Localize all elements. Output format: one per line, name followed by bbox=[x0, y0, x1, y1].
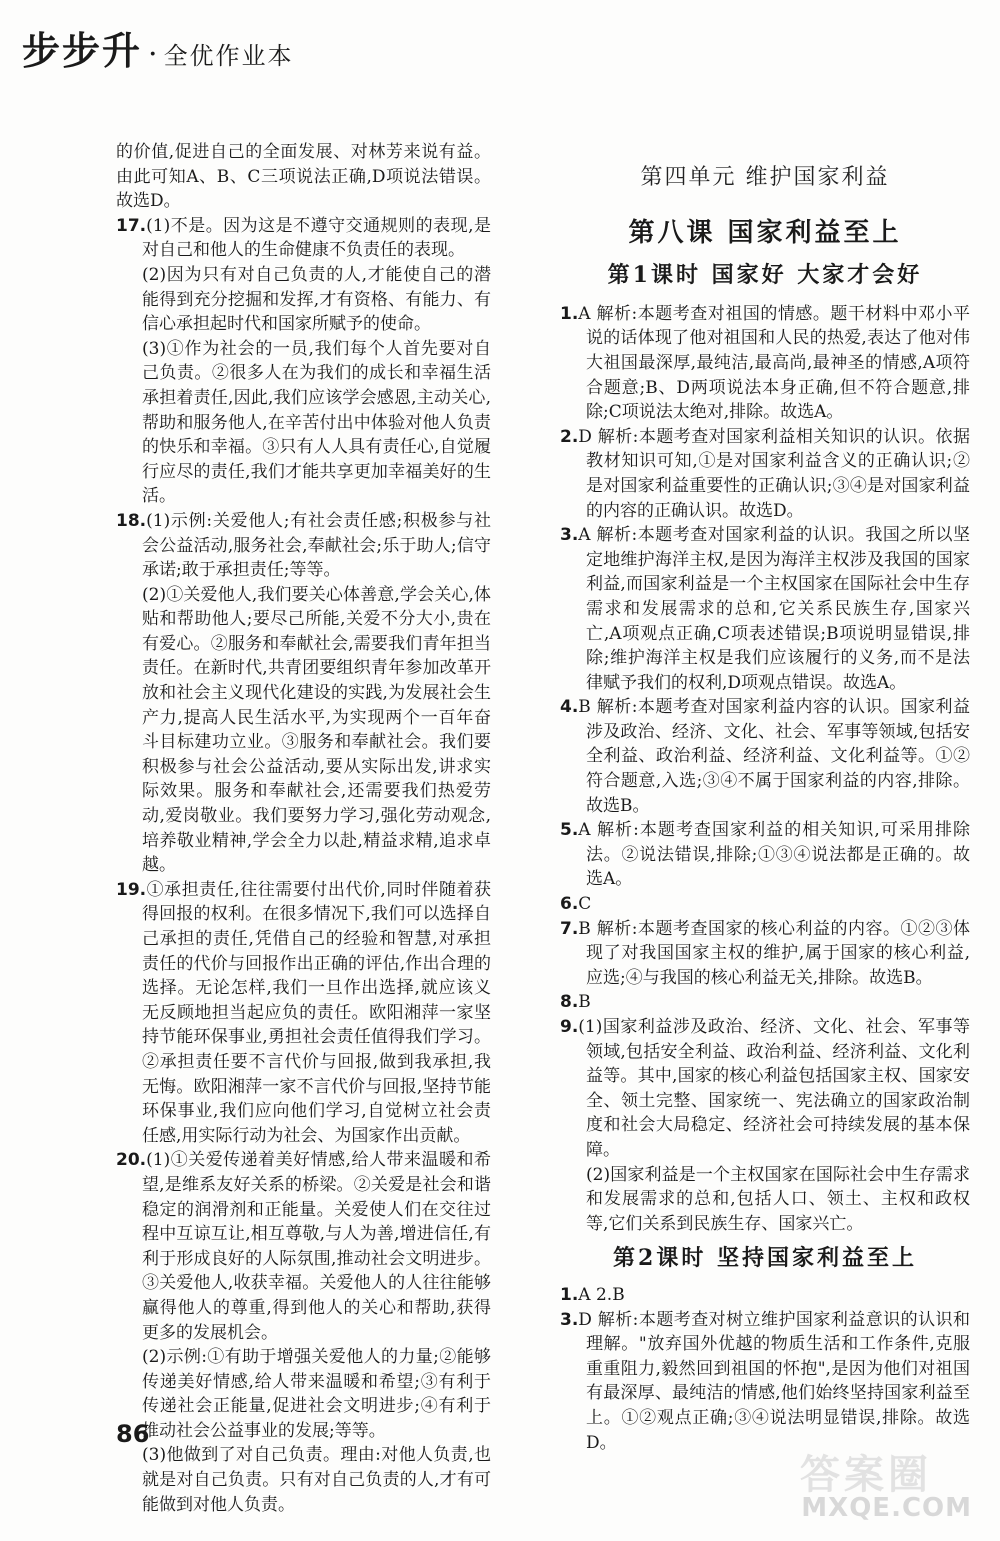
answer-text: A 解析:本题考查对国家利益的认识。我国之所以坚定地维护海洋主权,是因为海洋主权涉及我国的国家利益,而国家利益是一个主权国家在国际社会中生存需求和发展需求的总和,它关系民族生存,国家兴亡,A项观点正确,C项表述错误;B项说明显错误,排除;维护海洋主权是我们应该履行的义务,而不是法律赋予我们的权利,D项观点错误。故选A。 bbox=[578, 525, 970, 693]
lesson-title: 第八课 国家利益至上 bbox=[628, 217, 902, 248]
page-header bbox=[22, 20, 294, 80]
question-number: 5. bbox=[560, 820, 579, 841]
answer-text: (1)①关爱传递着美好情感,给人带来温暖和希望,是维系友好关系的桥梁。②关爱是社会和谐稳定的润滑剂和正能量。关爱使人们在交往过程中互谅互让,相互尊敬,与人为善,增进信任,有利于形成良好的人际氛围,推动社会文明进步。③关爱他人,收获幸福。关爱他人的人往往能够赢得他人的尊重,得到他人的关心和帮助,获得更多的发展机会。 bbox=[142, 1150, 491, 1343]
answer-item bbox=[560, 990, 970, 1015]
answer-text: (1)示例:关爱他人;有社会责任感;积极参与社会公益活动,服务社会,奉献社会;乐于助人;信守承诺;敢于承担责任;等等。 bbox=[142, 510, 491, 581]
answer-paragraph bbox=[116, 214, 491, 263]
answer-text: (1)不是。因为这是不遵守交通规则的表现,是对自己和他人的生命健康不负责任的表现。 bbox=[142, 215, 491, 261]
period-1-answer-list bbox=[560, 302, 970, 1237]
answer-paragraph bbox=[116, 337, 491, 509]
answer-text: A 解析:本题考查对祖国的情感。题干材料中邓小平说的话体现了他对祖国和人民的热爱,表达了他对伟大祖国最深厚,最纯洁,最高尚,最神圣的情感,A项符合题意;B、D两项说法本身正确,但不符合题意,排除;C项说法太绝对,排除。故选A。 bbox=[578, 303, 970, 423]
question-number: 3. bbox=[560, 525, 579, 546]
answer-item bbox=[560, 695, 970, 818]
answer-item bbox=[560, 818, 970, 892]
question-number: 6. bbox=[560, 894, 579, 915]
watermark bbox=[722, 1443, 972, 1523]
left-answer-list bbox=[116, 214, 491, 1517]
left-column bbox=[116, 140, 491, 1517]
answer-text: (2)因为只有对自己负责的人,才能使自己的潜能得到充分挖掘和发挥,才有资格、有能力、有信心承担起时代和国家所赋予的使命。 bbox=[142, 264, 491, 335]
answer-text: (2)示例:①有助于增强关爱他人的力量;②能够传递美好情感,给人带来温暖和希望;③有利于传递社会正能量,促进社会文明进步;④有利于推动社会公益事业的发展;等等。 bbox=[142, 1347, 491, 1441]
answer-text: B 解析:本题考查对国家利益内容的认识。国家利益涉及政治、经济、文化、社会、军事等领域,包括安全利益、政治利益、经济利益、文化利益等。①②符合题意,入选;③④不属于国家利益的内容,排除。故选B。 bbox=[578, 697, 970, 816]
answer-paragraph bbox=[116, 1148, 491, 1345]
answer-paragraph bbox=[116, 1345, 491, 1443]
answer-text: B bbox=[578, 992, 591, 1013]
answer-item bbox=[560, 302, 970, 425]
answer-item bbox=[560, 892, 970, 917]
watermark-url: MXQE.COM bbox=[801, 1493, 972, 1523]
brand-separator: · bbox=[148, 37, 158, 72]
answer-paragraph bbox=[116, 509, 491, 583]
period-1-title: 第1课时 国家好 大家才会好 bbox=[607, 262, 923, 289]
brand-subtitle: 全优作业本 bbox=[163, 42, 294, 70]
question-number: 1. bbox=[560, 303, 579, 324]
answer-item bbox=[560, 1308, 970, 1456]
answer-item bbox=[560, 425, 970, 523]
answer-text: ①承担责任,往往需要付出代价,同时伴随着获得回报的权利。在很多情况下,我们可以选择自己承担的责任,凭借自己的经验和智慧,对承担责任的代价与回报作出正确的评估,作出合理的选择。无论怎样,我们一旦作出选择,就应该义无反顾地担当起应负的责任。欧阳湘萍一家坚持节能环保事业,勇担社会责任值得我们学习。②承担责任要不言代价与回报,做到我承担,我无悔。欧阳湘萍一家不言代价与回报,坚持节能环保事业,我们应向他们学习,自觉树立社会责任感,用实际行动为社会、为国家作出贡献。 bbox=[142, 879, 491, 1146]
question-number: 7. bbox=[560, 918, 579, 939]
answer-item bbox=[560, 523, 970, 695]
continued-answer: 的价值,促进自己的全面发展、对林芳来说有益。由此可知A、B、C三项说法正确,D项说法错误。故选D。 bbox=[116, 142, 491, 212]
answer-item bbox=[560, 1283, 970, 1308]
question-number: 3. bbox=[560, 1309, 579, 1330]
answer-text: B 解析:本题考查国家的核心利益的内容。①②③体现了对我国国家主权的维护,属于国家的核心利益,应选;④与我国的核心利益无关,排除。故选B。 bbox=[578, 918, 970, 988]
question-number: 18. bbox=[116, 510, 147, 531]
question-number: 1. bbox=[560, 1284, 579, 1305]
answer-paragraph bbox=[116, 878, 491, 1149]
answer-paragraph bbox=[116, 1443, 491, 1517]
right-column bbox=[560, 140, 970, 1455]
question-number: 8. bbox=[560, 992, 579, 1013]
answer-text: D 解析:本题考查对树立维护国家利益意识的认识和理解。"放弃国外优越的物质生活和工作条件,克服重重阻力,毅然回到祖国的怀抱",是因为他们对祖国有最深厚、最纯洁的情感,他们始终坚持国家利益至上。①②观点正确;③④说法明显错误,排除。故选D。 bbox=[578, 1309, 970, 1453]
question-number: 19. bbox=[116, 879, 147, 900]
answer-paragraph bbox=[116, 583, 491, 878]
answer-item bbox=[560, 917, 970, 991]
answer-text: A 解析:本题考查国家利益的相关知识,可采用排除法。②说法错误,排除;①③④说法都是正确的。故选A。 bbox=[578, 820, 970, 890]
question-number: 17. bbox=[116, 215, 147, 236]
watermark-logo: 答案圈 bbox=[800, 1452, 932, 1498]
answer-paragraph: (2)国家利益是一个主权国家在国际社会中生存需求和发展需求的总和,包括人口、领土、主权和政权等,它们关系到民族生存、国家兴亡。 bbox=[586, 1164, 970, 1234]
answer-paragraph bbox=[116, 263, 491, 337]
answer-item bbox=[560, 1015, 970, 1163]
unit-title: 第四单元 维护国家利益 bbox=[640, 165, 890, 190]
answer-text: (1)国家利益涉及政治、经济、文化、社会、军事等领域,包括安全利益、政治利益、经济利益、文化利益等。其中,国家的核心利益包括国家主权、国家安全、领土完整、国家统一、宪法确立的国家政治制度和社会大局稳定、经济社会可持续发展的基本保障。 bbox=[578, 1017, 970, 1160]
period-2-answer-list bbox=[560, 1283, 970, 1455]
question-number: 4. bbox=[560, 697, 579, 718]
question-number: 2. bbox=[560, 426, 579, 447]
question-number: 9. bbox=[560, 1017, 579, 1037]
answer-text: (2)①关爱他人,我们要关心体善意,学会关心,体贴和帮助他人;要尽己所能,关爱不分大小,贵在有爱心。②服务和奉献社会,需要我们青年担当责任。在新时代,共青团要组织青年参加改革开放和社会主义现代化建设的实践,为发展社会生产力,提高人民生活水平,为实现两个一百年奋斗目标建功立业。③服务和奉献社会。我们要积极参与社会公益活动,要从实际出发,讲求实际效果。服务和奉献社会,还需要我们热爱劳动,爱岗敬业。我们要努力学习,强化劳动观念,培养敬业精神,学会全力以赴,精益求精,追求卓越。 bbox=[142, 584, 491, 876]
page-number: 86 bbox=[116, 1420, 150, 1448]
brand-name: 步步升 bbox=[22, 28, 143, 73]
period-2-title: 第2课时 坚持国家利益至上 bbox=[613, 1245, 917, 1272]
answer-text: A 2.B bbox=[578, 1284, 625, 1305]
answer-text: (3)他做到了对自己负责。理由:对他人负责,也就是对自己负责。只有对自己负责的人,才有可能做到对他人负责。 bbox=[142, 1445, 491, 1515]
answer-text: D 解析:本题考查对国家利益相关知识的认识。依据教材知识可知,①是对国家利益含义的正确认识;②是对国家利益重要性的正确认识;③④是对国家利益的内容的正确认识。故选D。 bbox=[578, 426, 970, 521]
answer-text: C bbox=[578, 894, 592, 915]
question-number: 20. bbox=[116, 1150, 147, 1171]
answer-text: (3)①作为社会的一员,我们每个人首先要对自己负责。②很多人在为我们的成长和幸福生活承担着责任,因此,我们应该学会感恩,主动关心,帮助和服务他人,在辛苦付出中体验对他人负责的快乐和幸福。③只有人人具有责任心,自觉履行应尽的责任,我们才能共享更加幸福美好的生活。 bbox=[142, 338, 491, 507]
